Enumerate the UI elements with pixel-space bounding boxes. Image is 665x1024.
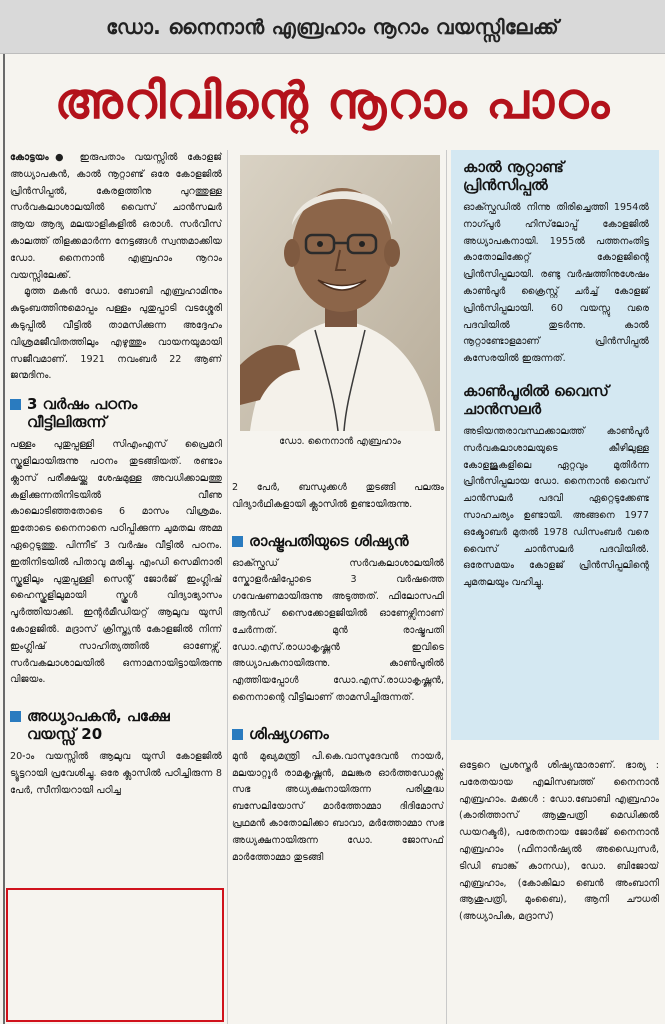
subhead-square-icon — [10, 711, 21, 722]
left-margin-rule — [3, 0, 5, 1024]
column-divider-1 — [227, 150, 228, 1024]
sidebar-head-principal: കാൽ നൂറ്റാണ്ട് പ്രിൻസിപ്പൽ — [463, 158, 564, 194]
subhead-disciples — [232, 725, 444, 743]
headline: അറിവിന്റെ നൂറാം പാഠം — [54, 72, 611, 130]
dateline: കോട്ടയം — [10, 152, 49, 163]
subhead-study-at-home — [10, 395, 222, 431]
subhead-square-icon — [232, 536, 243, 547]
portrait-illustration — [240, 155, 440, 431]
intro-paragraph-1: ഇരുപതാം വയസ്സിൽ കോളജ് അധ്യാപകൻ, കാൽ നൂറ്റാണ്ട് ഒരേ കോളജിൽ പ്രിൻസിപ്പൽ, കേരളത്തിനു പുറത്തുള്ള സർവകലാശാലയിൽ വൈസ് ചാൻസലർ ആയ ആദ്യ മലയാളികളിൽ ഒരാൾ. സർവീസ് കാലത്ത് തിളക്കമാർന്ന നേട്ടങ്ങൾ സ്വന്തമാക്കിയ ഡോ. നൈനാൻ എബ്രഹാം നൂറാം വയസ്സിലേക്ക്. — [10, 152, 222, 281]
sidebar-text-vice-chancellor: അടിയന്തരാവസ്ഥക്കാലത്ത് കാൺപൂർ സർവകലാശാലയുടെ കീഴിലുള്ള കോളജുകളിലെ ഏറ്റവും മുതിർന്ന പ്രിൻസിപ്പലായ ഡോ. നൈനാൻ വൈസ് ചാൻസലർ പദവി ഏറ്റെടുക്കേണ്ട സാഹചര്യം ഉണ്ടായി. അങ്ങനെ 1977 ഒക്ടോബർ മുതൽ 1978 ഡിസംബർ വരെ വൈസ് ചാൻസലർ പദവിയിൽ. ഒരേസമയം കോളജ് പ്രിൻസിപ്പലിന്റെ ചുമതലയും വഹിച്ചു. — [463, 425, 649, 589]
subhead-teacher-age-20-text: അധ്യാപകൻ, പക്ഷേ വയസ്സ് 20 — [27, 707, 170, 744]
sidebar-head-vice-chancellor: കാൺപൂരിൽ വൈസ് ചാൻസലർ — [463, 381, 609, 418]
portrait-photo — [240, 155, 440, 431]
study-at-home-text: പള്ളം പുതുപ്പള്ളി സിഎംഎസ് പ്രൈമറി സ്കൂളിലായിരുന്നു പഠനം തുടങ്ങിയത്. രണ്ടാം ക്ലാസ് പരീക്ഷയ്ക്കു ശേഷമുള്ള അവധിക്കാലത്തു കളിക്കുന്നതിനിടയിൽ വീണു കാലൊടിഞ്ഞതോടെ 6 മാസം വിശ്രമം. ഇതോടെ നൈനാനെ പഠിപ്പിക്കുന്ന ചുമതല അമ്മ ഏറ്റെടുത്തു. പിന്നീട് 3 വർഷം വീട്ടിൽ പഠനം. ഇതിനിടയിൽ പിതാവു മരിച്ചു. എംഡി സെമിനാരി സ്കൂളിലും പുതുപ്പള്ളി സെന്റ് ജോർജ് ഇംഗ്ലിഷ് ഹൈസ്കൂളിലുമായി സ്കൂൾ വിദ്യാഭ്യാസം പൂർത്തിയാക്കി. ഇന്റർമീഡിയറ്റ് ആലുവ യുസി കോളജിൽ. മദ്രാസ് ക്രിസ്ത്യൻ കോളജിൽ നിന്ന് ഇംഗ്ലിഷ് സാഹിത്യത്തിൽ ഓണേഴ്സ്. സർവകലാശാലയിൽ ഒന്നാമനായിട്ടായിരുന്നു വിജയം. — [10, 439, 222, 686]
column-1 — [10, 150, 222, 1024]
intro-text: കോട്ടയം● ഇരുപതാം വയസ്സിൽ കോളജ് അധ്യാപകൻ, കാൽ നൂറ്റാണ്ട് ഒരേ കോളജിൽ പ്രിൻസിപ്പൽ, കേരളത്തിനു പുറത്തുള്ള സർവകലാശാലയിൽ വൈസ് ചാൻസലർ ആയ ആദ്യ മലയാളികളിൽ ഒരാൾ. സർവീസ് കാലത്ത് തിളക്കമാർന്ന നേട്ടങ്ങൾ സ്വന്തമാക്കിയ ഡോ. നൈനാൻ എബ്രഹാം നൂറാം വയസ്സിലേക്ക്. മൂത്ത മകൻ ഡോ. ബോബി എബ്രഹാമിനും കുടുംബത്തിനുമൊപ്പം പള്ളം പുതുപ്പാടി വടശ്ശേരി കടുപ്പിൽ വീട്ടിൽ താമസിക്കുന്ന അദ്ദേഹം വിശ്രമജീവിതത്തിലും എഴുത്തും വായനയുമായി സജീവമാണ്. 1921 നവംബർ 22 ആണ് ജന്മദിനം. — [10, 150, 222, 385]
subhead-square-icon — [232, 729, 243, 740]
teacher-age-20-text: 20-ാം വയസ്സിൽ ആലുവ യുസി കോളജിൽ ട്യൂട്ടറായി പ്രവേശിച്ചു. ഒരേ ക്ലാസിൽ പഠിച്ചിരുന്ന 8 പേർ, സീനിയറായി പഠിച്ച — [10, 751, 222, 796]
family-text: ഒട്ടേറെ പ്രശസ്തർ ശിഷ്യന്മാരാണ്. ഭാര്യ : പരേതയായ എലിസബത്ത് നൈനാൻ എബ്രഹാം. മക്കൾ : ഡോ.ബോബി എബ്രഹാം (കാരിത്താസ് ആശുപത്രി മെഡിക്കൽ ഡയറക്ടർ), പരേതനായ ജോർജ് നൈനാൻ എബ്രഹാം (ഫിനാൻഷ്യൽ അഡ്വൈസർ, ടിഡി ബാങ്ക് കാനഡ), ഡോ. ബിജോയ് എബ്രഹാം, (കോകിലാ ബെൻ അംബാനി ആശുപത്രി, മുംബൈ), ആനി ചൗധരി (അധ്യാപിക, മദ്രാസ്) — [459, 760, 659, 923]
subhead-disciples-text: ശിഷ്യഗണം — [249, 724, 329, 743]
column-divider-2 — [446, 150, 447, 1024]
subhead-square-icon — [10, 399, 21, 410]
sidebar-text-principal: ഓക്സ്ഫഡിൽ നിന്നു തിരിച്ചെത്തി 1954ൽ നാഗ്പൂർ ഹിസ്‌ലോപ്പ് കോളജിൽ അധ്യാപകനായി. 1955ൽ പത്തനംതിട്ട കാതോലിക്കേറ്റ് കോളജിന്റെ പ്രിൻസിപ്പലായി. രണ്ടു വർഷത്തിനുശേഷം കാൺപൂർ ക്രൈസ്റ്റ് ചർച്ച് കോളജ് പ്രിൻസിപ്പലായി. 60 വയസ്സു വരെ പദവിയിൽ തുടർന്നു. കാൽ നൂറ്റാണ്ടോളമാണ് പ്രിൻസിപ്പൽ കസേരയിൽ ഇരുന്നത്. — [463, 202, 649, 365]
sidebar-box — [451, 150, 659, 740]
column-2 — [232, 480, 444, 1024]
kicker-bar — [0, 0, 665, 54]
kicker-text: ഡോ. നൈനാൻ എബ്രഹാം നൂറാം വയസ്സിലേക്ക് — [106, 14, 559, 39]
subhead-teacher-age-20 — [10, 707, 222, 743]
intro-paragraph-2: മൂത്ത മകൻ ഡോ. ബോബി എബ്രഹാമിനും കുടുംബത്തിനുമൊപ്പം പള്ളം പുതുപ്പാടി വടശ്ശേരി കടുപ്പിൽ വീട്ടിൽ താമസിക്കുന്ന അദ്ദേഹം വിശ്രമജീവിതത്തിലും എഴുത്തും വായനയുമായി സജീവമാണ്. 1921 നവംബർ 22 ആണ് ജന്മദിനം. — [10, 286, 222, 382]
photo-caption: ഡോ. നൈനാൻ എബ്രഹാം — [279, 436, 401, 447]
column-3 — [451, 758, 659, 1024]
subhead-study-at-home-text: 3 വർഷം പഠനം വീട്ടിലിരുന്ന് — [27, 395, 138, 432]
continued-text: 2 പേർ, ബന്ധുക്കൾ തുടങ്ങി പലരും വിദ്യാർഥികളായി ക്ലാസിൽ ഉണ്ടായിരുന്നു. — [232, 482, 444, 510]
presidents-student-text: ഓക്സ്ഫഡ് സർവകലാശാലയിൽ സ്കോളർഷിപ്പോടെ 3 വർഷത്തെ ഗവേഷണമായിരുന്നു അടുത്തത്. ഫിലോസഫി ആൻഡ് സൈക്കോളജിയിൽ ഓണേഴ്സിനാണ് ചേർന്നത്. മുൻ രാഷ്ട്രപതി ഡോ.എസ്.രാധാകൃഷ്ണൻ ഇവിടെ അധ്യാപകനായിരുന്നു. കാൺപൂരിൽ എത്തിയപ്പോൾ ഡോ.എസ്.രാധാകൃഷ്ണൻ, നൈനാന്റെ വീട്ടിലാണ് താമസിച്ചിരുന്നത്. — [232, 557, 444, 703]
subhead-presidents-student — [232, 532, 444, 550]
subhead-presidents-student-text: രാഷ്ട്രപതിയുടെ ശിഷ്യൻ — [249, 531, 409, 550]
disciples-text: മുൻ മുഖ്യമന്ത്രി പി.കെ.വാസുദേവൻ നായർ, മലയാറ്റൂർ രാമകൃഷ്ണൻ, മലങ്കര ഓർത്തഡോക്സ് സഭ അധ്യക്ഷനായിരുന്ന പരിശുദ്ധ ബസേലിയോസ് മാർത്തോമ്മാ ദിദിമോസ് പ്രഥമൻ കാതോലിക്കാ ബാവാ, മർത്തോമ്മാ സഭ അധ്യക്ഷനായിരുന്ന ഡോ. ജോസഫ് മാർത്തോമ്മാ തുടങ്ങി — [232, 750, 444, 863]
